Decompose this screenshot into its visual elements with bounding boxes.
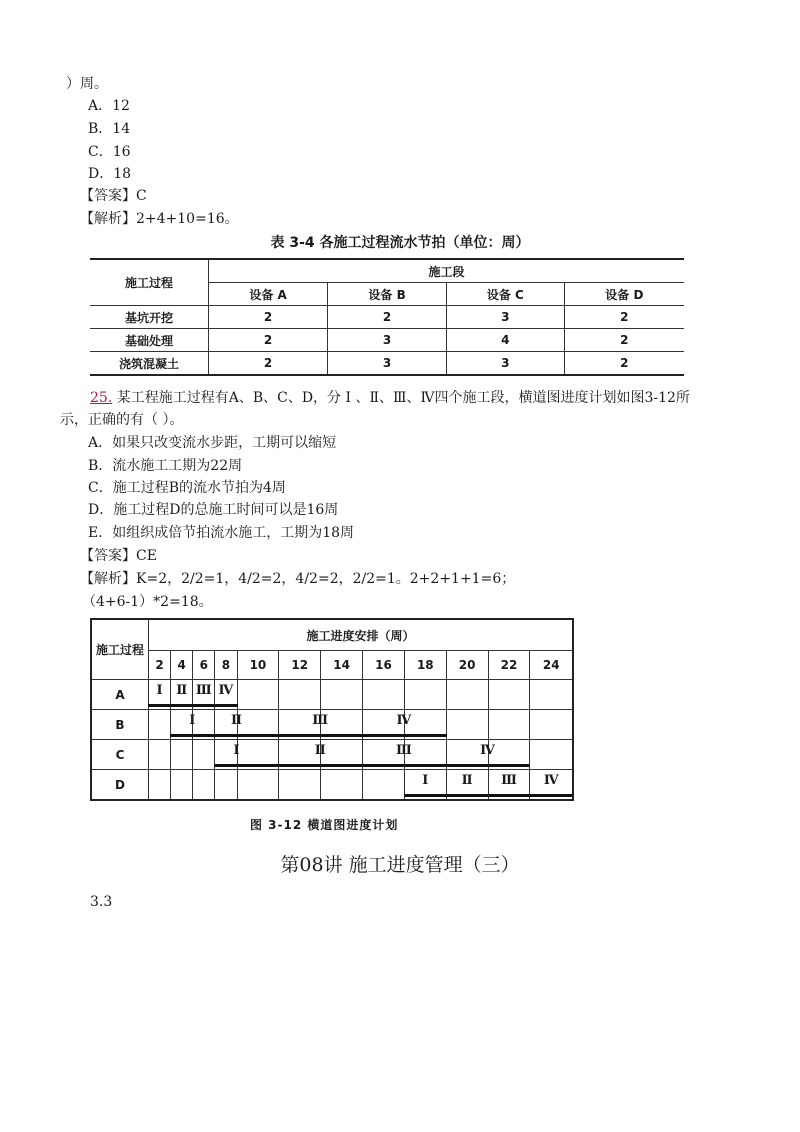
gantt-cell <box>237 740 279 770</box>
gantt-cell <box>321 680 363 710</box>
segment-label: Ⅰ <box>422 773 429 788</box>
schedule-bar <box>278 734 321 737</box>
gantt-cell <box>321 770 363 801</box>
segment-label: Ⅱ <box>176 683 188 698</box>
gantt-cell <box>404 710 446 740</box>
table-cell: 2 <box>209 329 328 352</box>
table-header-segment: 施工段 <box>209 259 685 283</box>
schedule-bar <box>446 764 489 767</box>
schedule-bar <box>488 764 531 767</box>
gantt-process-row <box>91 740 573 770</box>
gantt-process-row <box>91 710 573 740</box>
q25-option-a: A．如果只改变流水步距，工期可以缩短 <box>88 435 337 451</box>
schedule-bar <box>362 764 405 767</box>
gantt-chart <box>90 618 574 801</box>
q24-option-b: B．14 <box>88 121 131 137</box>
gantt-cell <box>193 710 215 740</box>
row-label: 基坑开挖 <box>90 306 209 329</box>
schedule-bar <box>529 794 573 797</box>
gantt-cell <box>171 680 193 710</box>
segment-label: Ⅲ <box>395 743 412 758</box>
segment-label: Ⅳ <box>543 773 559 788</box>
segment-label: Ⅰ <box>189 713 196 728</box>
q25-option-d: D．施工过程D的总施工时间可以是16周 <box>88 502 339 518</box>
gantt-cell <box>446 680 488 710</box>
schedule-bar <box>404 734 447 737</box>
schedule-bar <box>404 764 447 767</box>
process-label: C <box>91 740 149 770</box>
answer-value: CE <box>136 548 157 564</box>
table-col-header: 设备 C <box>446 283 564 306</box>
schedule-bar <box>170 704 193 707</box>
gantt-cell <box>193 680 215 710</box>
gantt-cell <box>237 680 279 710</box>
week-header: 24 <box>530 651 573 680</box>
answer-label: 【答案】 <box>80 188 136 204</box>
analysis-label: 【解析】 <box>80 571 136 587</box>
table-col-header: 设备 A <box>209 283 328 306</box>
gantt-cell <box>215 740 240 770</box>
gantt-cell <box>237 770 279 801</box>
q24-option-d: D．18 <box>88 166 132 182</box>
schedule-bar <box>362 734 405 737</box>
q25-answer <box>80 546 157 566</box>
week-header: 22 <box>488 651 530 680</box>
schedule-bar <box>320 734 363 737</box>
gantt-process-row <box>91 770 573 801</box>
gantt-cell <box>530 740 573 770</box>
q24-option-a: A．12 <box>88 98 130 114</box>
segment-label: Ⅰ <box>156 683 163 698</box>
gantt-cell <box>530 680 573 710</box>
table-3-4 <box>90 258 684 376</box>
gantt-cell <box>171 710 196 740</box>
process-label: A <box>91 680 149 710</box>
week-header: 8 <box>215 651 237 680</box>
segment-label: Ⅳ <box>218 683 234 698</box>
gantt-cell <box>193 740 215 770</box>
gantt-cell <box>215 770 237 801</box>
week-header: 16 <box>363 651 405 680</box>
section-number: 3.3 <box>90 894 113 910</box>
gantt-cell <box>237 710 279 740</box>
table-col-header: 设备 B <box>328 283 447 306</box>
schedule-bar <box>214 704 237 707</box>
gantt-cell <box>149 710 171 740</box>
analysis-text: K=2，2/2=1，4/2=2，4/2=2，2/2=1。2+2+1+1=6； <box>136 571 516 587</box>
lecture-title: 第08讲 施工进度管理（三） <box>280 854 520 876</box>
gantt-cell <box>404 740 446 770</box>
gantt-cell <box>171 740 193 770</box>
table-3-4-title: 表 3-4 各施工过程流水节拍（单位：周） <box>270 235 530 251</box>
gantt-cell <box>171 770 193 801</box>
gantt-cell <box>488 680 530 710</box>
answer-label: 【答案】 <box>80 548 136 564</box>
schedule-bar <box>214 764 237 767</box>
gantt-cell <box>488 740 530 770</box>
gantt-process-row <box>91 680 573 710</box>
table-cell: 3 <box>328 329 447 352</box>
gantt-cell <box>446 710 488 740</box>
segment-label: Ⅲ <box>312 713 329 728</box>
table-row <box>90 306 684 329</box>
segment-label: Ⅳ <box>396 713 412 728</box>
table-cell: 2 <box>328 306 447 329</box>
gantt-cell <box>363 710 412 740</box>
schedule-bar <box>170 734 193 737</box>
process-label: D <box>91 770 149 801</box>
q25-option-b: B．流水施工工期为22周 <box>88 458 243 474</box>
table-col-header: 设备 D <box>564 283 684 306</box>
segment-label: Ⅱ <box>314 743 326 758</box>
schedule-bar <box>404 794 447 797</box>
segment-label: Ⅲ <box>195 683 212 698</box>
table-row <box>90 329 684 352</box>
q25-stem-line1 <box>90 388 690 408</box>
table-cell: 2 <box>564 352 684 376</box>
week-header: 2 <box>149 651 171 680</box>
gantt-cell <box>446 740 495 770</box>
q25-option-c: C．施工过程B的流水节拍为4周 <box>88 480 286 496</box>
gantt-cell <box>279 710 329 740</box>
week-header: 6 <box>193 651 215 680</box>
table-cell: 3 <box>446 352 564 376</box>
gantt-cell <box>530 770 573 801</box>
schedule-bar <box>237 764 280 767</box>
gantt-cell <box>149 740 171 770</box>
answer-value: C <box>136 188 147 204</box>
gantt-cell <box>363 680 405 710</box>
week-header: 4 <box>171 651 193 680</box>
gantt-cell <box>279 740 326 770</box>
table-cell: 3 <box>328 352 447 376</box>
q25-stem-line2: 示，正确的有（ ）。 <box>60 412 184 428</box>
q25-analysis-line2: （4+6-1）*2=18。 <box>82 594 213 610</box>
gantt-cell <box>488 770 530 801</box>
gantt-cell <box>404 770 446 801</box>
q24-option-c: C．16 <box>88 144 131 160</box>
segment-label: Ⅱ <box>461 773 473 788</box>
gantt-cell <box>363 740 412 770</box>
q25-option-e: E．如组织成倍节拍流水施工，工期为18周 <box>88 525 355 541</box>
segment-label: Ⅱ <box>231 713 242 728</box>
table-cell: 4 <box>446 329 564 352</box>
q25-stem-text: 某工程施工过程有A、B、C、D，分 Ⅰ 、Ⅱ、Ⅲ、Ⅳ四个施工段，横道图进度计划如图3-12所 <box>112 390 690 406</box>
table-cell: 2 <box>209 306 328 329</box>
schedule-bar <box>192 704 215 707</box>
gantt-cell <box>215 680 237 710</box>
q24-analysis <box>80 209 239 229</box>
question-number: 25. <box>90 390 113 406</box>
table-row <box>90 352 684 376</box>
week-header: 18 <box>404 651 446 680</box>
gantt-cell <box>404 680 446 710</box>
week-header: 20 <box>446 651 488 680</box>
gantt-schedule-header: 施工进度安排（周） <box>149 619 574 651</box>
process-label: B <box>91 710 149 740</box>
table-cell: 3 <box>446 306 564 329</box>
segment-label: Ⅰ <box>233 743 240 758</box>
schedule-bar <box>214 734 237 737</box>
gantt-cell <box>446 770 488 801</box>
gantt-cell <box>530 710 573 740</box>
schedule-bar <box>278 764 321 767</box>
schedule-bar <box>320 764 363 767</box>
gantt-cell <box>149 680 171 710</box>
gantt-cell <box>363 770 405 801</box>
schedule-bar <box>446 794 489 797</box>
gantt-row-header: 施工过程 <box>91 619 149 680</box>
schedule-bar <box>237 734 280 737</box>
row-label: 浇筑混凝土 <box>90 352 209 376</box>
schedule-bar <box>488 794 531 797</box>
gantt-cell <box>149 770 171 801</box>
gantt-cell <box>193 770 215 801</box>
schedule-bar <box>192 734 215 737</box>
table-cell: 2 <box>564 306 684 329</box>
week-header: 12 <box>279 651 321 680</box>
q24-answer <box>80 186 147 206</box>
analysis-text: 2+4+10=16。 <box>136 211 239 227</box>
q25-analysis <box>80 569 515 589</box>
analysis-label: 【解析】 <box>80 211 136 227</box>
schedule-bar <box>148 704 171 707</box>
table-cell: 2 <box>564 329 684 352</box>
q24-stem-tail: ）周。 <box>66 76 108 92</box>
segment-label: Ⅳ <box>480 743 495 758</box>
gantt-cell <box>279 680 321 710</box>
gantt-cell <box>321 740 363 770</box>
segment-label: Ⅲ <box>501 773 517 788</box>
gantt-cell <box>488 710 530 740</box>
gantt-cell <box>321 710 363 740</box>
gantt-cell <box>279 770 321 801</box>
gantt-cell <box>215 710 242 740</box>
table-header-process: 施工过程 <box>90 259 209 306</box>
week-header: 10 <box>237 651 279 680</box>
table-cell: 2 <box>209 352 328 376</box>
week-header: 14 <box>321 651 363 680</box>
figure-caption: 图 3-12 横道图进度计划 <box>250 818 399 832</box>
row-label: 基础处理 <box>90 329 209 352</box>
